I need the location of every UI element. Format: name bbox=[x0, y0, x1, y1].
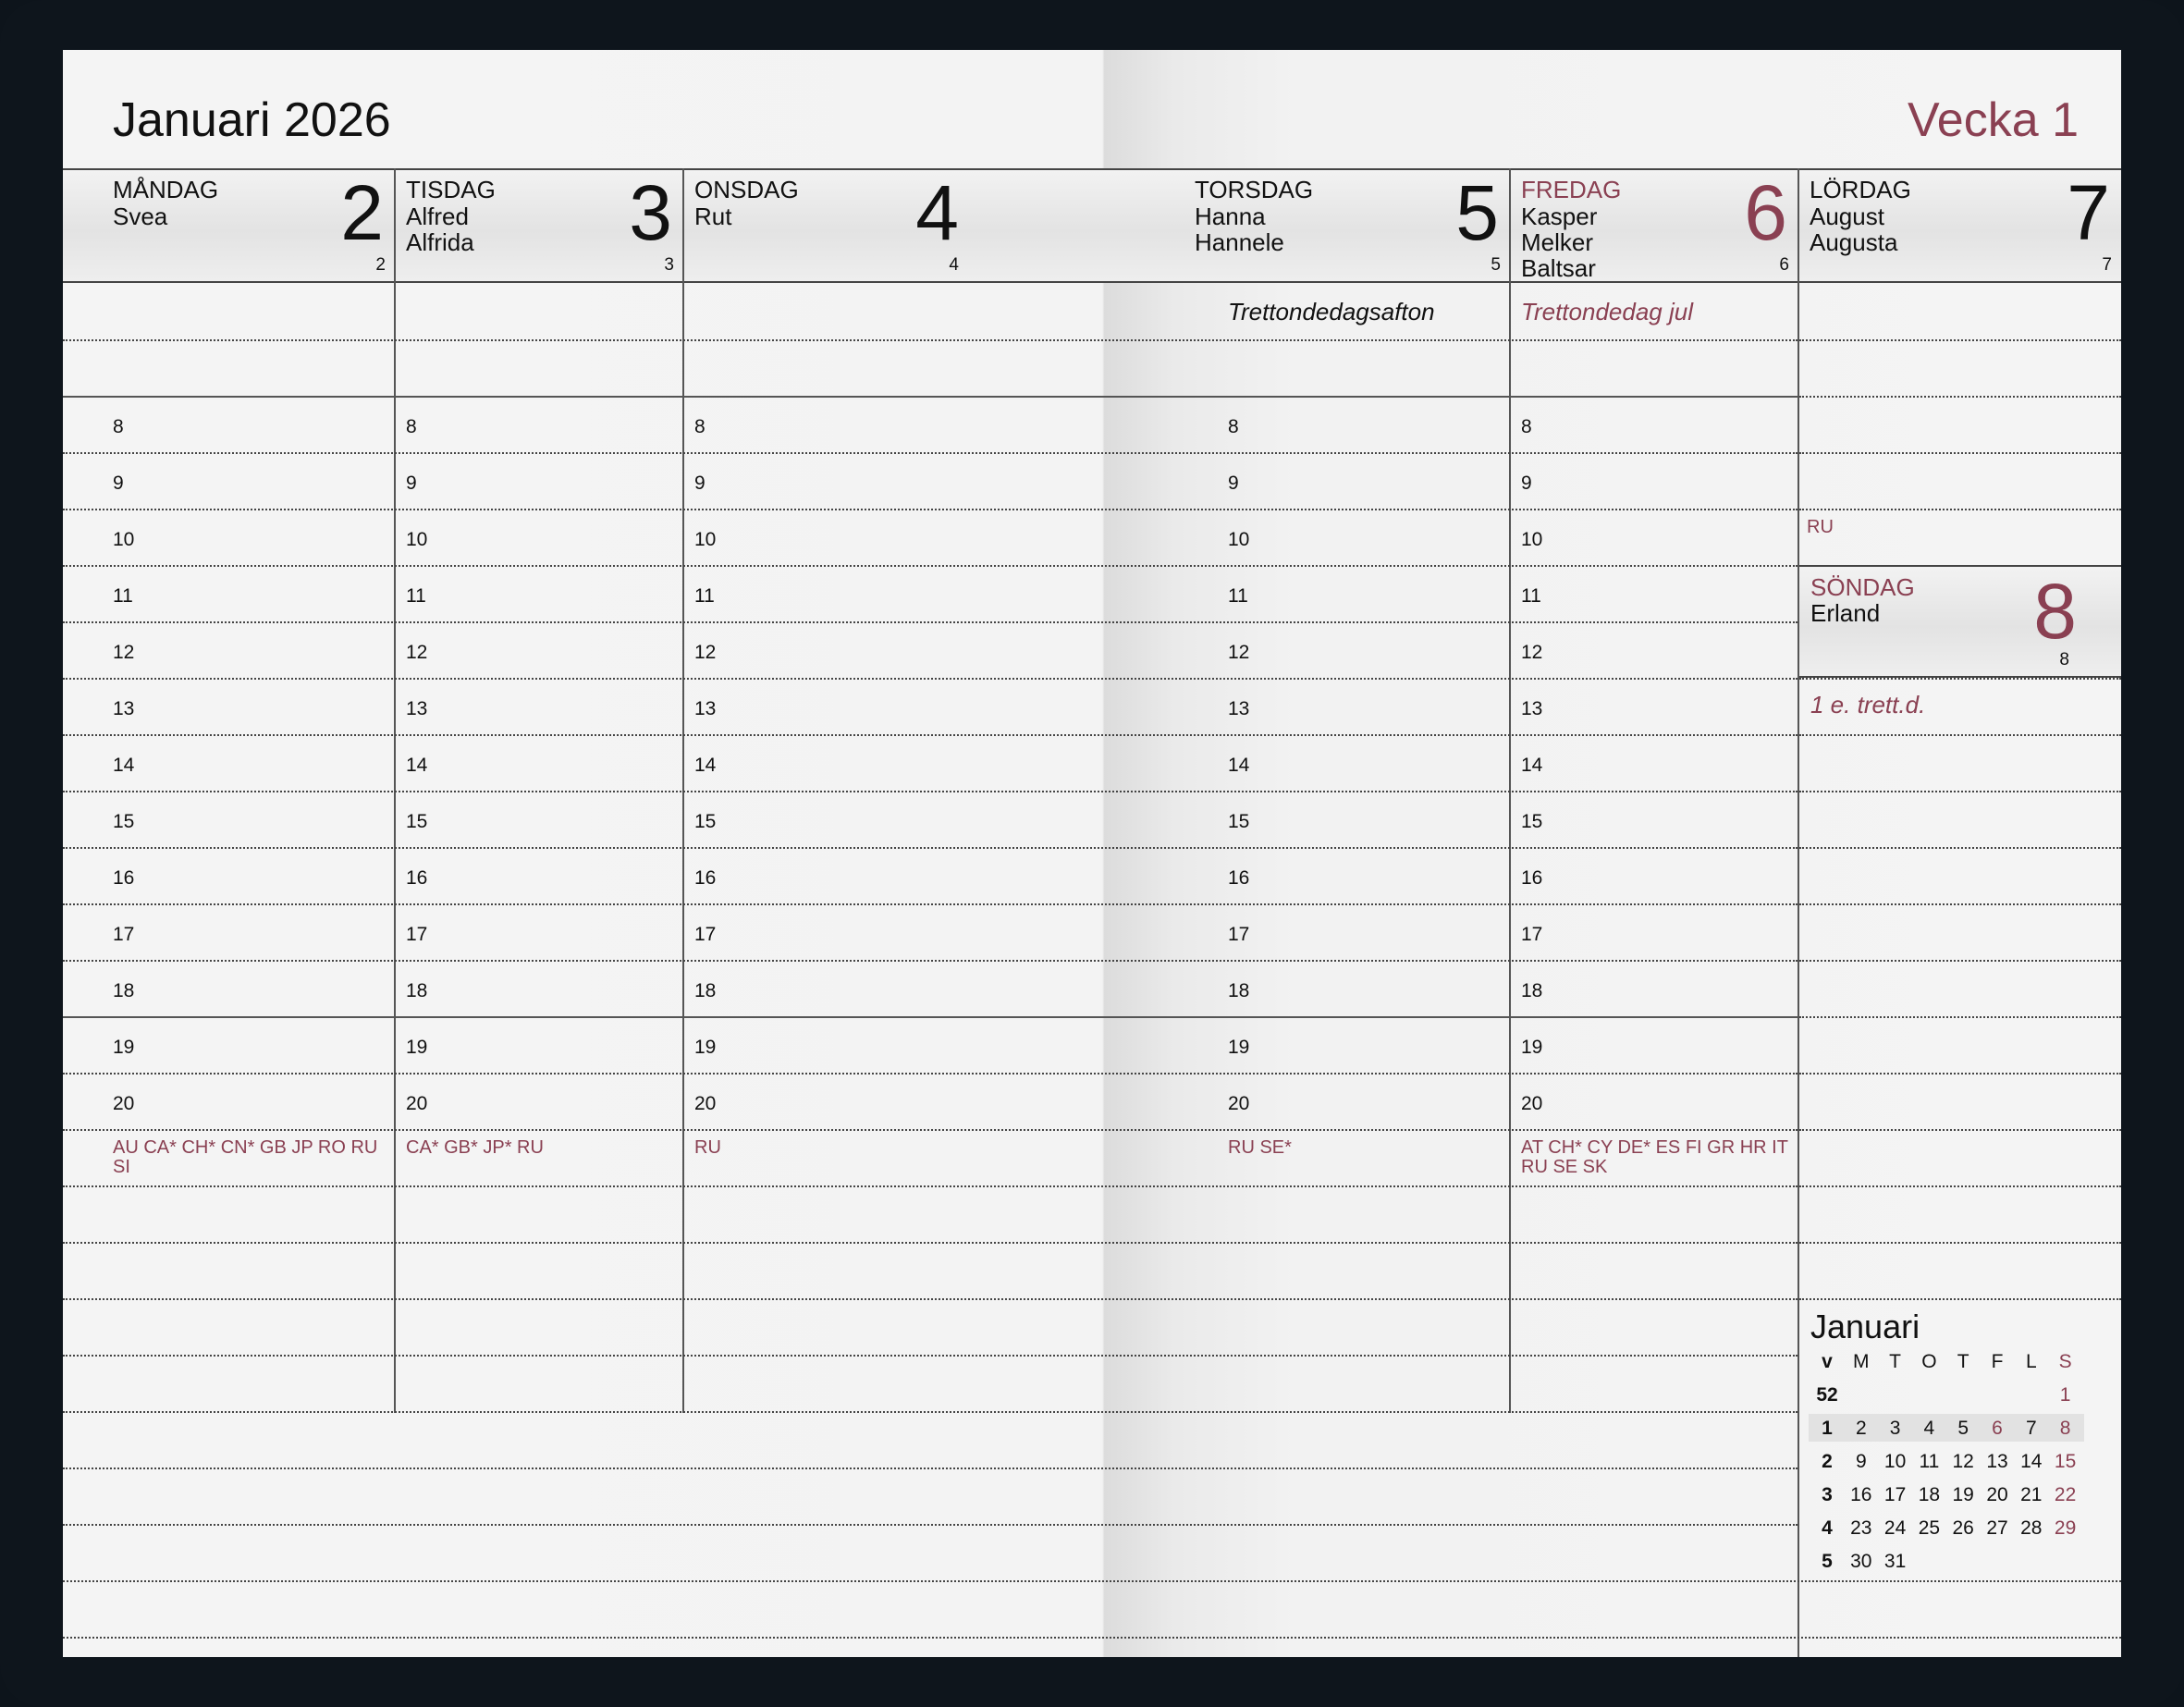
grid-line bbox=[63, 1411, 1798, 1413]
mini-calendar-date: 28 bbox=[2020, 1517, 2043, 1539]
hour-label: 8 bbox=[406, 416, 417, 437]
hour-label: 19 bbox=[1521, 1037, 1543, 1058]
grid-line bbox=[1799, 1016, 2121, 1018]
name-day: Hanna bbox=[1195, 203, 1266, 230]
day-name: TISDAG bbox=[406, 176, 496, 203]
grid-line bbox=[63, 1242, 1798, 1244]
day-of-year: 2 bbox=[375, 255, 386, 275]
mini-calendar-date: 22 bbox=[2054, 1484, 2077, 1505]
mini-calendar-date: 21 bbox=[2020, 1484, 2043, 1505]
mini-calendar-week-number: 3 bbox=[1822, 1484, 1833, 1505]
day-number: 2 bbox=[340, 169, 384, 256]
grid-line bbox=[63, 1637, 2121, 1639]
country-codes: RU bbox=[1807, 517, 1834, 537]
mini-calendar-week-number: 1 bbox=[1822, 1418, 1833, 1439]
grid-line bbox=[1799, 1129, 2121, 1131]
name-day: Melker bbox=[1521, 228, 1594, 256]
mini-calendar-date: 8 bbox=[2059, 1418, 2071, 1439]
mini-calendar-date: 3 bbox=[1889, 1418, 1901, 1439]
grid-line bbox=[1799, 1298, 2121, 1300]
hour-label: 9 bbox=[406, 473, 417, 494]
mini-calendar-date: 16 bbox=[1850, 1484, 1872, 1505]
hour-label: 17 bbox=[113, 924, 135, 945]
mini-calendar-header: L bbox=[2025, 1351, 2037, 1372]
mini-calendar-date: 17 bbox=[1883, 1484, 1907, 1505]
day-of-year: 5 bbox=[1491, 255, 1501, 275]
holiday-label: Trettondedagsafton bbox=[1228, 298, 1435, 325]
grid-line bbox=[1799, 960, 2121, 962]
grid-line bbox=[63, 621, 1798, 623]
mini-calendar-date: 1 bbox=[2059, 1384, 2071, 1406]
day-of-year: 4 bbox=[949, 255, 959, 275]
grid-line bbox=[63, 960, 1798, 962]
grid-line bbox=[63, 734, 1798, 736]
mini-calendar-title: Januari bbox=[1810, 1308, 1920, 1345]
mini-calendar-date: 7 bbox=[2025, 1418, 2037, 1439]
grid-line bbox=[1799, 678, 2121, 680]
day-of-year: 8 bbox=[2059, 650, 2069, 669]
hour-label: 20 bbox=[694, 1093, 717, 1114]
day-name: FREDAG bbox=[1521, 176, 1622, 203]
hour-label: 18 bbox=[406, 980, 428, 1001]
day-of-year: 6 bbox=[1779, 255, 1789, 275]
day-of-year: 7 bbox=[2102, 255, 2112, 275]
day-of-year: 3 bbox=[664, 255, 674, 275]
hour-label: 14 bbox=[406, 755, 428, 776]
hour-label: 13 bbox=[694, 698, 717, 719]
day-name: SÖNDAG bbox=[1810, 573, 1915, 601]
mini-calendar-header: T bbox=[1957, 1351, 1969, 1372]
hour-label: 15 bbox=[1228, 811, 1250, 832]
hour-label: 15 bbox=[406, 811, 428, 832]
hour-label: 19 bbox=[694, 1037, 717, 1058]
mini-calendar-week-number: 5 bbox=[1822, 1551, 1833, 1572]
hour-label: 17 bbox=[694, 924, 717, 945]
hour-label: 12 bbox=[1228, 642, 1250, 663]
mini-calendar-date: 6 bbox=[1992, 1418, 2003, 1439]
day-name: ONSDAG bbox=[694, 176, 799, 203]
name-day: Alfrida bbox=[406, 228, 474, 256]
grid-line bbox=[1799, 1073, 2121, 1075]
grid-line bbox=[63, 791, 1798, 792]
holiday-label: Trettondedag jul bbox=[1521, 298, 1693, 325]
hour-label: 16 bbox=[113, 867, 135, 889]
hour-label: 16 bbox=[406, 867, 428, 889]
hour-label: 20 bbox=[113, 1093, 135, 1114]
name-day: Kasper bbox=[1521, 203, 1598, 230]
hour-label: 17 bbox=[1521, 924, 1543, 945]
hour-label: 14 bbox=[1228, 755, 1250, 776]
grid-line bbox=[63, 1129, 1798, 1131]
hour-label: 10 bbox=[113, 529, 135, 550]
hour-label: 9 bbox=[1228, 473, 1239, 494]
hour-label: 9 bbox=[113, 473, 124, 494]
mini-calendar-date: 2 bbox=[1855, 1418, 1867, 1439]
mini-calendar-date: 27 bbox=[1986, 1517, 2008, 1539]
grid-line bbox=[1799, 1185, 2121, 1187]
hour-label: 14 bbox=[694, 755, 717, 776]
hour-label: 18 bbox=[113, 980, 135, 1001]
day-number: 4 bbox=[915, 169, 959, 256]
mini-calendar-header: O bbox=[1921, 1351, 1937, 1372]
mini-calendar-date: 4 bbox=[1923, 1418, 1935, 1439]
hour-label: 20 bbox=[1228, 1093, 1250, 1114]
hour-label: 16 bbox=[1521, 867, 1543, 889]
day-number: 3 bbox=[629, 169, 672, 256]
name-day: Erland bbox=[1810, 599, 1881, 627]
grid-line bbox=[1799, 847, 2121, 849]
mini-calendar-date: 13 bbox=[1986, 1451, 2008, 1472]
mini-calendar-week-number: 52 bbox=[1816, 1384, 1838, 1406]
hour-label: 11 bbox=[694, 585, 715, 607]
mini-calendar-header: S bbox=[2058, 1351, 2072, 1372]
hour-label: 12 bbox=[406, 642, 428, 663]
hour-label: 13 bbox=[1228, 698, 1250, 719]
day-number: 7 bbox=[2067, 169, 2110, 256]
mini-calendar-date: 19 bbox=[1952, 1484, 1974, 1505]
name-day: Baltsar bbox=[1521, 254, 1596, 282]
hour-label: 20 bbox=[1521, 1093, 1543, 1114]
hour-label: 13 bbox=[406, 698, 428, 719]
week-label: Vecka 1 bbox=[1907, 93, 2079, 147]
grid-line bbox=[63, 1185, 1798, 1187]
mini-calendar-date: 30 bbox=[1850, 1551, 1872, 1572]
mini-calendar-header: F bbox=[1991, 1351, 2004, 1372]
name-day: Alfred bbox=[406, 203, 469, 230]
mini-calendar-week-number: 2 bbox=[1822, 1451, 1833, 1472]
hour-label: 8 bbox=[694, 416, 706, 437]
hour-label: 11 bbox=[406, 585, 426, 607]
grid-line bbox=[1799, 396, 2121, 398]
month-title: Januari 2026 bbox=[113, 93, 391, 147]
column-divider bbox=[1798, 168, 1799, 1657]
country-codes: CA* GB* JP* RU bbox=[406, 1137, 544, 1158]
hour-label: 17 bbox=[406, 924, 428, 945]
hour-label: 13 bbox=[113, 698, 135, 719]
grid-line bbox=[1799, 1242, 2121, 1244]
hour-label: 8 bbox=[113, 416, 124, 437]
day-number: 6 bbox=[1744, 169, 1787, 256]
mini-calendar-week-number: 4 bbox=[1822, 1517, 1833, 1539]
mini-calendar-date: 15 bbox=[2054, 1451, 2077, 1472]
hour-label: 16 bbox=[694, 867, 717, 889]
mini-calendar-date: 9 bbox=[1855, 1451, 1867, 1472]
holiday-label: 1 e. trett.d. bbox=[1810, 691, 1926, 718]
hour-label: 10 bbox=[406, 529, 428, 550]
grid-line bbox=[63, 1468, 1798, 1469]
hour-label: 11 bbox=[1228, 585, 1248, 607]
country-codes: RU SE* bbox=[1228, 1137, 1292, 1158]
grid-line bbox=[1799, 452, 2121, 454]
grid-line bbox=[63, 847, 1798, 849]
mini-calendar-date: 10 bbox=[1883, 1451, 1907, 1472]
grid-line bbox=[63, 903, 1798, 905]
mini-calendar-header: T bbox=[1889, 1351, 1901, 1372]
day-name: LÖRDAG bbox=[1810, 176, 1911, 203]
grid-line bbox=[63, 339, 1798, 341]
grid-line bbox=[63, 509, 1798, 510]
mini-calendar-date: 11 bbox=[1919, 1451, 1940, 1472]
hour-label: 12 bbox=[694, 642, 717, 663]
mini-calendar-date: 23 bbox=[1850, 1517, 1872, 1539]
grid-line bbox=[1799, 339, 2121, 341]
hour-label: 18 bbox=[1521, 980, 1543, 1001]
grid-line bbox=[63, 1580, 2121, 1582]
hour-label: 18 bbox=[1228, 980, 1250, 1001]
hour-label: 15 bbox=[1521, 811, 1543, 832]
grid-line bbox=[1799, 791, 2121, 792]
grid-line bbox=[1799, 509, 2121, 510]
mini-calendar-date: 24 bbox=[1883, 1517, 1907, 1539]
mini-calendar-date: 18 bbox=[1918, 1484, 1941, 1505]
day-name: TORSDAG bbox=[1195, 176, 1314, 203]
hour-label: 10 bbox=[694, 529, 717, 550]
hour-label: 11 bbox=[1521, 585, 1541, 607]
country-codes: AT CH* CY DE* ES FI GR HR IT RU SE SK bbox=[1521, 1137, 1788, 1177]
name-day: Augusta bbox=[1810, 228, 1898, 256]
hour-label: 8 bbox=[1228, 416, 1239, 437]
day-name: MÅNDAG bbox=[113, 176, 219, 203]
hour-label: 15 bbox=[113, 811, 135, 832]
mini-calendar-date: 31 bbox=[1883, 1551, 1907, 1572]
mini-calendar-header: v bbox=[1822, 1351, 1833, 1372]
country-codes: RU bbox=[694, 1137, 721, 1158]
hour-label: 19 bbox=[113, 1037, 135, 1058]
hour-label: 9 bbox=[1521, 473, 1532, 494]
mini-calendar-date: 29 bbox=[2054, 1517, 2077, 1539]
hour-label: 10 bbox=[1521, 529, 1543, 550]
name-day: August bbox=[1810, 203, 1884, 230]
hour-label: 11 bbox=[113, 585, 133, 607]
hour-label: 10 bbox=[1228, 529, 1250, 550]
hour-label: 20 bbox=[406, 1093, 428, 1114]
mini-calendar-header: M bbox=[1853, 1351, 1870, 1372]
hour-label: 12 bbox=[1521, 642, 1543, 663]
hour-label: 19 bbox=[406, 1037, 428, 1058]
hour-label: 17 bbox=[1228, 924, 1250, 945]
hour-label: 14 bbox=[1521, 755, 1543, 776]
hour-label: 16 bbox=[1228, 867, 1250, 889]
grid-line bbox=[1799, 734, 2121, 736]
hour-label: 12 bbox=[113, 642, 135, 663]
hour-label: 8 bbox=[1521, 416, 1532, 437]
mini-calendar-date: 25 bbox=[1918, 1517, 1941, 1539]
name-day: Svea bbox=[113, 203, 168, 230]
mini-calendar-date: 5 bbox=[1957, 1418, 1969, 1439]
grid-line bbox=[63, 565, 1798, 567]
hour-label: 9 bbox=[694, 473, 706, 494]
day-number: 8 bbox=[2033, 568, 2077, 655]
grid-line bbox=[63, 1298, 1798, 1300]
mini-calendar-date: 12 bbox=[1952, 1451, 1974, 1472]
hour-label: 15 bbox=[694, 811, 717, 832]
name-day: Hannele bbox=[1195, 228, 1284, 256]
grid-line bbox=[63, 1524, 1798, 1526]
name-day: Rut bbox=[694, 203, 732, 230]
planner-spread bbox=[63, 50, 2121, 1657]
mini-calendar-date: 20 bbox=[1986, 1484, 2008, 1505]
hour-label: 13 bbox=[1521, 698, 1543, 719]
grid-line bbox=[63, 1016, 1798, 1018]
mini-calendar-date: 14 bbox=[2020, 1451, 2043, 1472]
grid-line bbox=[63, 678, 1798, 680]
mini-calendar-date: 26 bbox=[1952, 1517, 1974, 1539]
grid-line bbox=[63, 396, 1798, 398]
hour-label: 18 bbox=[694, 980, 717, 1001]
grid-line bbox=[1799, 903, 2121, 905]
day-number: 5 bbox=[1455, 169, 1499, 256]
hour-label: 19 bbox=[1228, 1037, 1250, 1058]
grid-line bbox=[63, 452, 1798, 454]
hour-label: 14 bbox=[113, 755, 135, 776]
grid-line bbox=[63, 1355, 1798, 1357]
grid-line bbox=[63, 1073, 1798, 1075]
country-codes: AU CA* CH* CN* GB JP RO RU SI bbox=[113, 1137, 378, 1177]
